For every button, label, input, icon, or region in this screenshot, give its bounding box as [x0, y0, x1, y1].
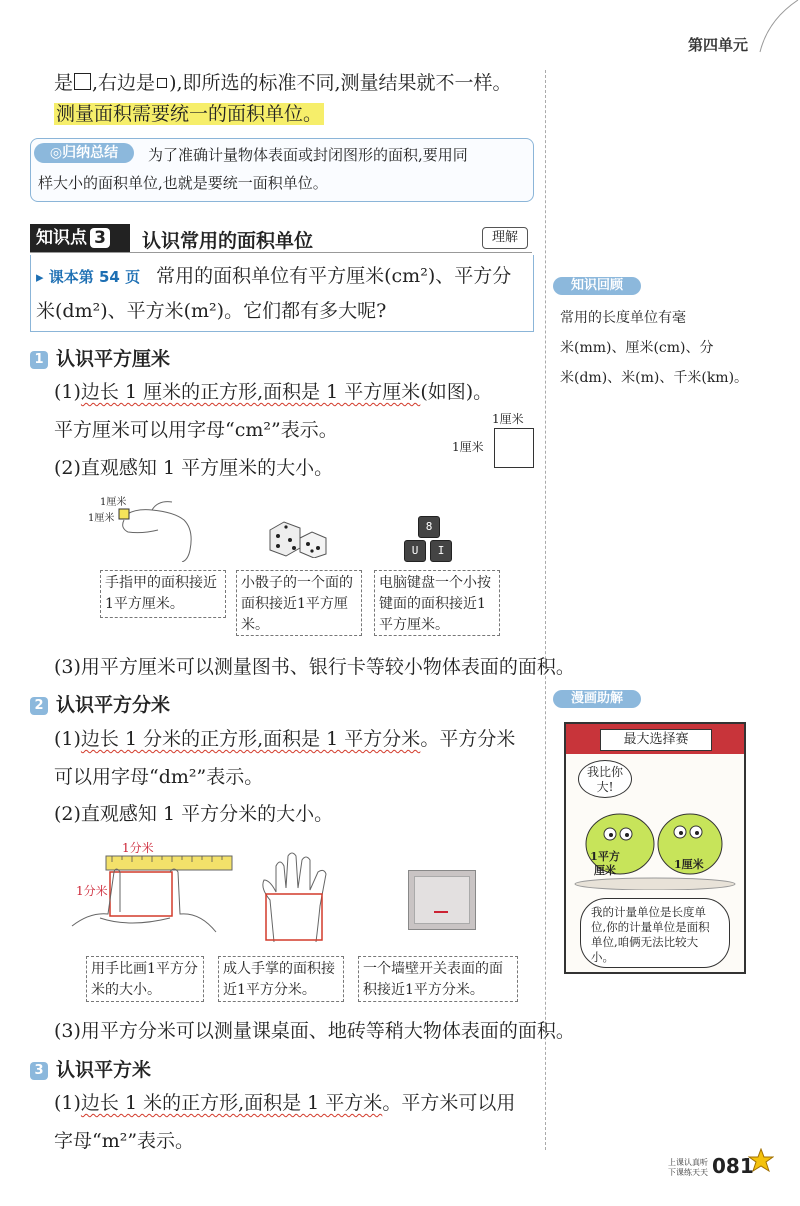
comic-bubble-top: 我比你大! — [578, 760, 632, 798]
intro-text-a: 是 — [54, 72, 74, 94]
caption-hand-gesture: 用手比画1平方分米的大小。 — [86, 956, 204, 1002]
s1-p1 — [54, 379, 492, 405]
textbook-page-ref: ▸ 课本第 54 页 — [36, 268, 141, 286]
key-u: U — [404, 540, 426, 562]
caption-wall-switch: 一个墙壁开关表面的面积接近1平方分米。 — [358, 956, 518, 1002]
s1-p4: (3)用平方厘米可以测量图书、银行卡等较小物体表面的面积。 — [54, 656, 575, 678]
s3-p1-prefix: (1) — [54, 1092, 81, 1114]
section-1-heading — [30, 344, 170, 371]
section-3-heading — [30, 1055, 151, 1082]
s2-p2: 可以用字母“dm²”表示。 — [54, 766, 264, 788]
s1-p1-key: 边长 1 厘米的正方形,面积是 1 平方厘米 — [80, 381, 421, 403]
kp-tag-text: 知识点 — [36, 228, 87, 248]
section-2-number: 2 — [30, 697, 48, 715]
s1-p1-suffix: (如图)。 — [420, 381, 493, 403]
finger-nail-illustration — [112, 490, 202, 562]
section-3-title: 认识平方米 — [56, 1059, 152, 1081]
summary-line-1: 为了准确计量物体表面或封闭图形的面积,要用同 — [148, 146, 468, 164]
review-tag: 知识回顾 — [553, 277, 641, 295]
cm-square-diagram — [494, 428, 534, 468]
caption-palm: 成人手掌的面积接近1平方分米。 — [218, 956, 344, 1002]
kp-underline — [30, 252, 532, 253]
comic-tag: 漫画助解 — [553, 690, 641, 708]
summary-tag: ◎归纳总结 — [34, 143, 134, 163]
caption-keyboard: 电脑键盘一个小按键面的面积接近1平方厘米。 — [374, 570, 500, 636]
section-1-title: 认识平方厘米 — [56, 348, 171, 370]
s1-p2: 平方厘米可以用字母“cm²”表示。 — [54, 419, 338, 441]
comic-left-label: 1平方厘米 — [590, 850, 620, 877]
corner-decoration — [748, 0, 800, 60]
intro-text-c: ),即所选的标准不同,测量结果就不一样。 — [169, 72, 512, 94]
s2-p1 — [54, 726, 515, 752]
kp-line-1 — [36, 263, 511, 290]
dice-illustration — [266, 518, 330, 558]
slogan-line-2: 下课练天天 — [668, 1168, 708, 1177]
s2-p1-suffix: 。平方分米 — [420, 728, 516, 750]
s3-p1-suffix: 。平方米可以用 — [382, 1092, 516, 1114]
finger-left-label: 1厘米 — [88, 513, 115, 524]
wall-switch-button — [414, 876, 470, 924]
key-i: I — [430, 540, 452, 562]
kp-title: 认识常用的面积单位 — [142, 230, 314, 252]
review-line-3: 米(dm)、米(m)、千米(km)。 — [560, 370, 749, 386]
cm-square-left-label: 1厘米 — [452, 440, 484, 454]
section-3-number: 3 — [30, 1062, 48, 1080]
s1-p1-prefix: (1) — [54, 381, 81, 403]
s2-p3: (2)直观感知 1 平方分米的大小。 — [54, 803, 334, 825]
kp-text-1: 常用的面积单位有平方厘米(cm²)、平方分 — [156, 265, 512, 287]
wall-switch-indicator — [434, 911, 448, 913]
knowledge-point-tag — [30, 224, 130, 252]
finger-top-label: 1厘米 — [100, 497, 127, 508]
comic-right-label: 1厘米 — [674, 858, 704, 871]
s1-p3: (2)直观感知 1 平方厘米的大小。 — [54, 457, 334, 479]
s2-p4: (3)用平方分米可以测量课桌面、地砖等稍大物体表面的面积。 — [54, 1020, 575, 1042]
column-divider — [545, 70, 547, 1150]
s3-p1-key: 边长 1 米的正方形,面积是 1 平方米 — [80, 1092, 383, 1114]
caption-fingernail: 手指甲的面积接近1平方厘米。 — [100, 570, 226, 618]
hand-ruler-illustration — [70, 852, 240, 948]
s2-p1-key: 边长 1 分米的正方形,面积是 1 平方分米 — [80, 728, 421, 750]
s3-p1 — [54, 1090, 515, 1116]
intro-line-2 — [54, 101, 324, 127]
s2-p1-prefix: (1) — [54, 728, 81, 750]
section-2-title: 认识平方分米 — [56, 694, 171, 716]
intro-line-1 — [54, 70, 512, 96]
big-square-icon — [74, 73, 91, 90]
caption-dice: 小骰子的一个面的面积接近1平方厘米。 — [236, 570, 362, 636]
ruler-left-label: 1分米 — [76, 884, 108, 898]
key-8: 8 — [418, 516, 440, 538]
intro-highlight: 测量面积需要统一的面积单位。 — [56, 103, 323, 125]
s3-p2: 字母“m²”表示。 — [54, 1130, 195, 1152]
page-number: 081 — [712, 1154, 754, 1178]
kp-level-badge: 理解 — [482, 227, 528, 249]
footer-slogan — [668, 1158, 708, 1178]
kp-line-2: 米(dm²)、平方米(m²)。它们都有多大呢? — [36, 300, 387, 322]
ruler-top-label: 1分米 — [122, 841, 154, 855]
star-mascot-icon — [748, 1148, 774, 1174]
summary-line-2: 样大小的面积单位,也就是要统一面积单位。 — [38, 174, 328, 192]
review-line-1: 常用的长度单位有毫 — [560, 310, 686, 326]
section-1-number: 1 — [30, 351, 48, 369]
comic-title: 最大选择赛 — [600, 729, 712, 751]
comic-bubble-bottom: 我的计量单位是长度单位,你的计量单位是面积单位,咱俩无法比较大小。 — [580, 898, 730, 968]
unit-label: 第四单元 — [688, 36, 749, 54]
review-line-2: 米(mm)、厘米(cm)、分 — [560, 340, 714, 356]
cm-square-top-label: 1厘米 — [492, 412, 524, 426]
intro-text-b: ,右边是 — [92, 72, 156, 94]
slogan-line-1: 上课认真听 — [668, 1158, 708, 1167]
section-2-heading — [30, 690, 170, 717]
palm-illustration — [256, 850, 340, 946]
small-square-icon — [157, 78, 167, 88]
kp-number: 3 — [90, 228, 110, 248]
